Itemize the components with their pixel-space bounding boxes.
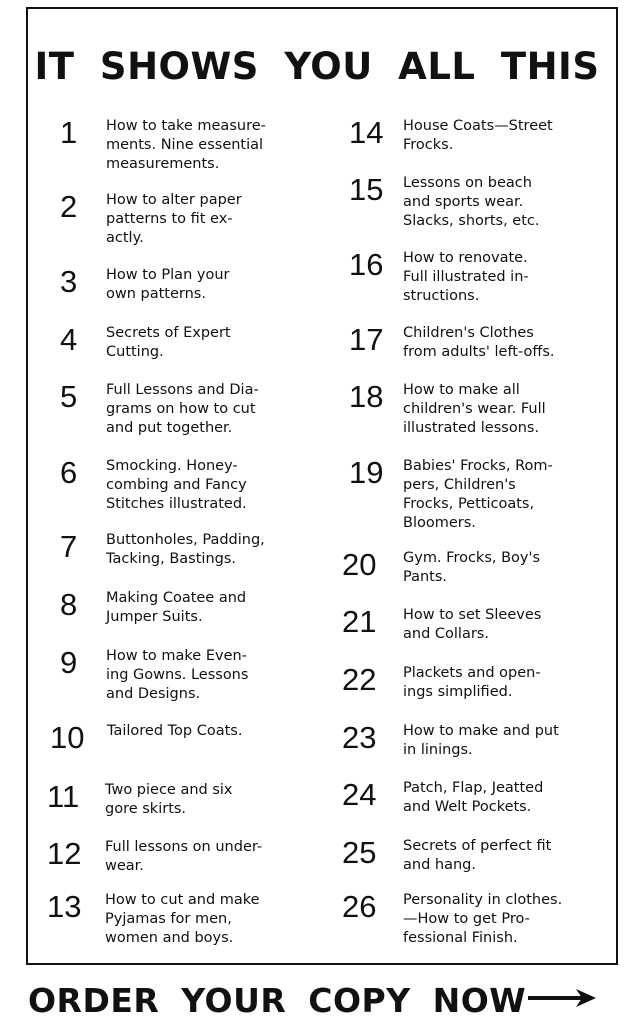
item-number: 10 [50, 720, 85, 755]
item-number: 19 [349, 455, 384, 490]
list-item [342, 891, 602, 951]
item-text: Secrets of Expert Cutting. [106, 325, 231, 360]
list-item [47, 838, 307, 898]
item-number: 17 [349, 322, 384, 357]
list-item [349, 455, 609, 531]
list-item [349, 381, 609, 441]
item-text: Children's Clothes from adults' left-offs. [403, 325, 555, 360]
item-number: 26 [342, 889, 377, 924]
item-number: 8 [60, 587, 78, 622]
list-item [342, 837, 602, 897]
item-text: Personality in clothes. —How to get Pro- fessional Finish. [403, 892, 563, 946]
item-text: How to Plan your own patterns. [106, 267, 230, 302]
item-text: Secrets of perfect fit and hang. [403, 838, 552, 873]
order-cta: ORDER YOUR COPY NOW [28, 980, 527, 1020]
item-number: 22 [342, 662, 377, 697]
list-item [349, 249, 609, 309]
list-item [47, 781, 307, 841]
list-item [349, 174, 609, 234]
item-number: 11 [47, 779, 80, 814]
list-item [342, 664, 602, 724]
list-item [60, 457, 320, 517]
item-number: 2 [60, 189, 78, 224]
item-number: 3 [60, 264, 78, 299]
item-number: 15 [349, 172, 384, 207]
list-item [342, 549, 602, 609]
list-item [60, 266, 320, 326]
list-item [60, 589, 320, 649]
list-item [60, 324, 320, 384]
item-number: 12 [47, 836, 82, 871]
item-text: How to alter paper patterns to fit ex- actly. [106, 192, 242, 246]
list-item [342, 779, 602, 839]
item-number: 14 [349, 115, 384, 150]
item-text: How to take measure- ments. Nine essential measurements. [106, 118, 266, 172]
list-item [60, 117, 320, 177]
item-number: 20 [342, 547, 377, 582]
list-item [50, 722, 310, 782]
list-item [60, 191, 320, 251]
item-number: 23 [342, 720, 377, 755]
item-number: 16 [349, 247, 384, 282]
item-number: 1 [60, 115, 78, 150]
item-number: 7 [60, 529, 78, 564]
list-item [342, 606, 602, 666]
item-text: How to cut and make Pyjamas for men, women and boys. [105, 892, 260, 946]
item-text: How to set Sleeves and Collars. [403, 607, 542, 642]
item-text: How to renovate. Full illustrated in- structions. [403, 250, 529, 304]
item-number: 9 [60, 645, 78, 680]
item-number: 18 [349, 379, 384, 414]
item-text: Full Lessons and Dia- grams on how to cut and put together. [106, 382, 259, 436]
item-text: How to make Even- ing Gowns. Lessons and Designs. [106, 648, 249, 702]
list-item [60, 381, 320, 441]
right-arrow-icon [528, 986, 598, 1014]
item-number: 21 [342, 604, 377, 639]
order-banner [28, 978, 628, 1022]
item-text: Full lessons on under- wear. [105, 839, 263, 874]
item-text: Buttonholes, Padding, Tacking, Bastings. [106, 532, 265, 567]
item-text: How to make all children's wear. Full illustrated lessons. [403, 382, 546, 436]
item-number: 13 [47, 889, 82, 924]
item-text: Smocking. Honey- combing and Fancy Stitches illustrated. [106, 458, 247, 512]
item-text: House Coats—Street Frocks. [403, 118, 553, 153]
item-text: Patch, Flap, Jeatted and Welt Pockets. [403, 780, 544, 815]
item-text: Two piece and six gore skirts. [105, 782, 233, 817]
item-text: Babies' Frocks, Rom- pers, Children's Frocks, Petticoats, Bloomers. [403, 458, 553, 531]
item-text: How to make and put in linings. [403, 723, 559, 758]
item-number: 5 [60, 379, 78, 414]
page-title: IT SHOWS YOU ALL THIS [34, 45, 600, 88]
list-item [349, 117, 609, 177]
item-text: Gym. Frocks, Boy's Pants. [403, 550, 541, 585]
list-item [349, 324, 609, 384]
item-number: 4 [60, 322, 78, 357]
list-item [60, 531, 320, 591]
item-text: Plackets and open- ings simplified. [403, 665, 541, 700]
item-text: Making Coatee and Jumper Suits. [106, 590, 247, 625]
list-item [60, 647, 320, 707]
item-number: 24 [342, 777, 377, 812]
list-item [47, 891, 307, 951]
item-number: 6 [60, 455, 78, 490]
item-number: 25 [342, 835, 377, 870]
list-item [342, 722, 602, 782]
item-text: Tailored Top Coats. [107, 723, 243, 739]
item-text: Lessons on beach and sports wear. Slacks, shorts, etc. [403, 175, 540, 229]
